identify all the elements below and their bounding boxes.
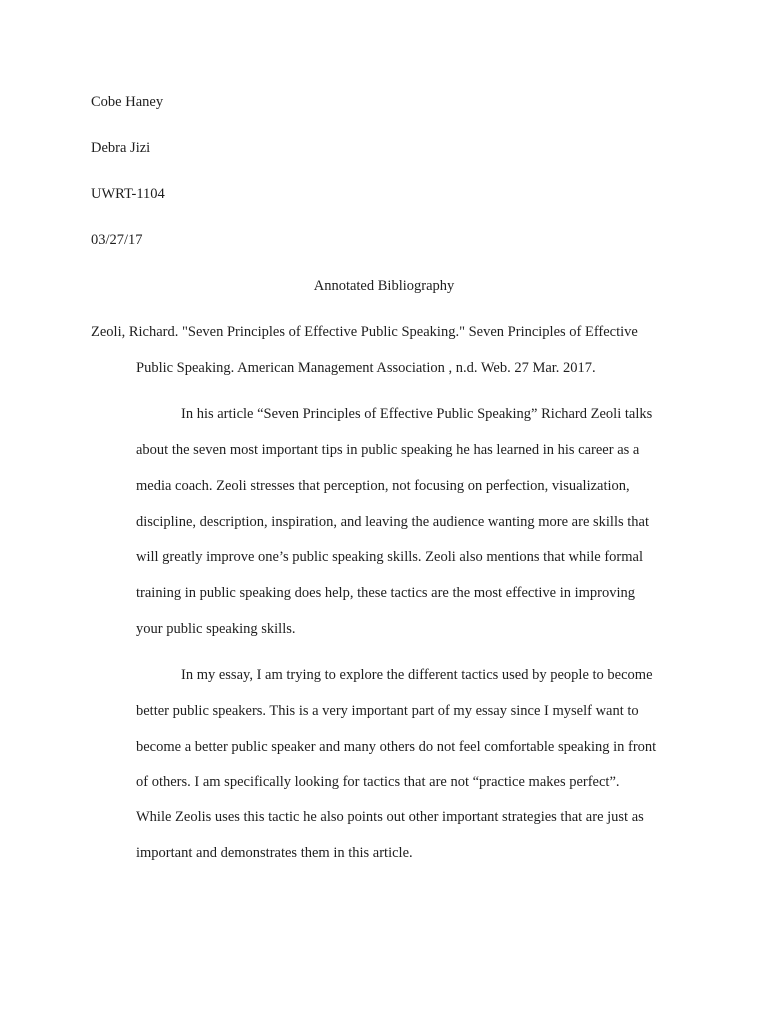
paragraph-line: In his article “Seven Principles of Effective Public Speaking” Richard Zeoli talks bbox=[181, 406, 653, 422]
paragraph-line: will greatly improve one’s public speaking skills. Zeoli also mentions that while formal bbox=[136, 549, 644, 565]
paragraph-line: about the seven most important tips in public speaking he has learned in his career as a bbox=[136, 442, 640, 458]
paragraph-line: better public speakers. This is a very important part of my essay since I myself want to bbox=[136, 703, 639, 719]
citation-line: Zeoli, Richard. "Seven Principles of Effective Public Speaking." Seven Principles of Effective bbox=[91, 324, 638, 340]
paragraph-line: become a better public speaker and many others do not feel comfortable speaking in front bbox=[136, 739, 657, 755]
page-title: Annotated Bibliography bbox=[313, 278, 455, 294]
paragraph-line: In my essay, I am trying to explore the different tactics used by people to become bbox=[181, 667, 653, 683]
paragraph-line: discipline, description, inspiration, and leaving the audience wanting more are skills that bbox=[136, 514, 650, 530]
paragraph-line: important and demonstrates them in this article. bbox=[136, 845, 413, 861]
paragraph-line: While Zeolis uses this tactic he also points out other important strategies that are just as bbox=[136, 809, 644, 825]
paragraph-line: of others. I am specifically looking for tactics that are not “practice makes perfect”. bbox=[136, 774, 620, 790]
document-date: 03/27/17 bbox=[91, 232, 143, 248]
paragraph-line: media coach. Zeoli stresses that perception, not focusing on perfection, visualization, bbox=[136, 478, 630, 494]
course-code: UWRT-1104 bbox=[91, 186, 165, 202]
instructor-name: Debra Jizi bbox=[91, 140, 151, 156]
paragraph-line: your public speaking skills. bbox=[136, 621, 296, 637]
student-name: Cobe Haney bbox=[91, 94, 164, 110]
citation-line: Public Speaking. American Management Association , n.d. Web. 27 Mar. 2017. bbox=[136, 360, 596, 376]
paragraph-line: training in public speaking does help, these tactics are the most effective in improving bbox=[136, 585, 636, 601]
